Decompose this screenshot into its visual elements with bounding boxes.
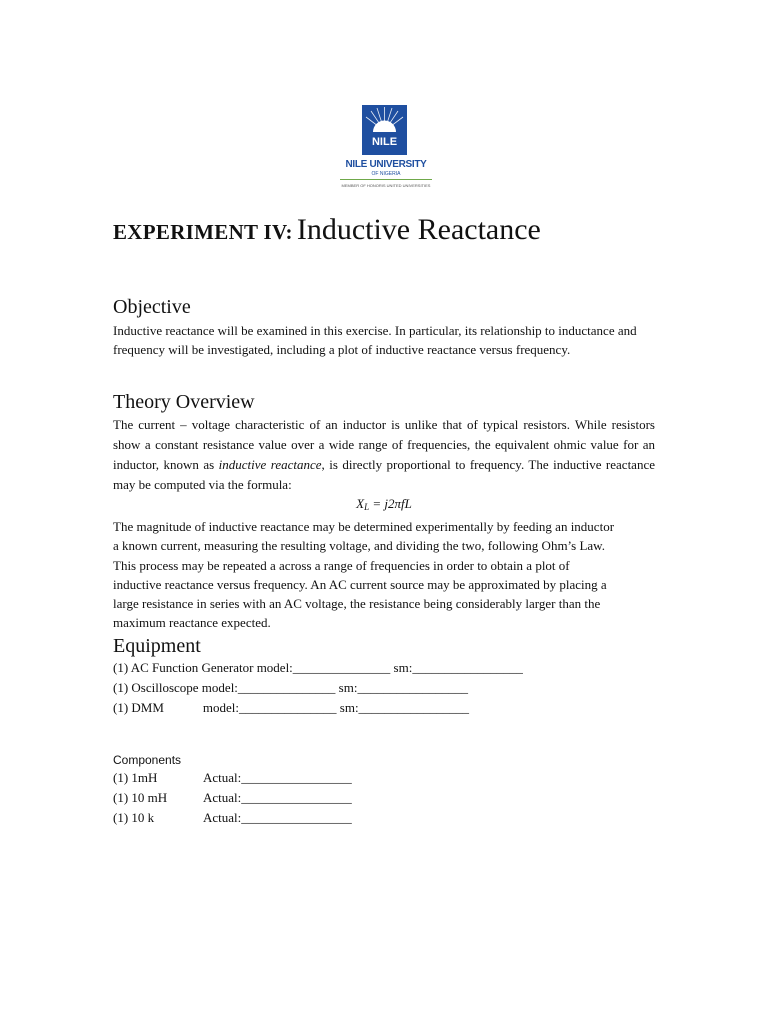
component-actual: Actual:_________________	[203, 810, 352, 825]
formula-x: X	[356, 496, 365, 511]
theory-p2-line: inductive reactance versus frequency. An AC current source may be approximated by placing a	[113, 576, 607, 592]
university-logo	[306, 97, 466, 207]
objective-heading: Objective	[113, 296, 191, 318]
theory-paragraph-1	[113, 415, 655, 495]
logo-badge	[362, 105, 407, 155]
reactance-formula	[0, 496, 768, 512]
equipment-item: (1) AC Function Generator model:_______________ sm:_________________	[113, 660, 523, 675]
logo-university-name: NILE UNIVERSITY	[345, 159, 427, 170]
theory-p2-line: The magnitude of inductive reactance may be determined experimentally by feeding an inductor	[113, 519, 615, 534]
formula-rest: = j2πfL	[369, 496, 412, 511]
theory-p1-start: The current – voltage characteristic of an inductor is unlike that of typical resistors. While resistors show a constant resistance value over a wide range of frequencies, the equivalent ohmic value for an inductor, known as	[113, 417, 655, 472]
equipment-heading: Equipment	[113, 635, 201, 657]
logo-divider	[340, 179, 432, 180]
component-row	[113, 770, 352, 786]
theory-p1-emphasis: inductive reactance	[218, 457, 322, 472]
component-actual: Actual:_________________	[203, 790, 352, 805]
objective-body: Inductive reactance will be examined in this exercise. In particular, its relationship to inductance and frequency will be investigated, including a plot of inductive reactance versus frequency.	[113, 323, 637, 357]
equipment-item: (1) Oscilloscope model:_______________ sm:_________________	[113, 680, 468, 695]
theory-p2-line: maximum reactance expected.	[113, 615, 271, 631]
page-title	[113, 213, 541, 247]
equipment-item: (1) DMM model:_______________ sm:_________________	[113, 700, 470, 715]
logo-subtitle: OF NIGERIA	[371, 171, 401, 177]
formula-subscript: L	[364, 502, 370, 512]
logo-badge-text: NILE	[371, 136, 398, 148]
title-main: Inductive Reactance	[296, 213, 541, 246]
logo-tagline: MEMBER OF HONORIS UNITED UNIVERSITIES	[341, 183, 431, 188]
component-label: (1) 10 k	[113, 810, 155, 825]
components-heading: Components	[113, 753, 182, 767]
component-label: (1) 10 mH	[113, 790, 168, 805]
theory-p2-line: a known current, measuring the resulting voltage, and dividing the two, following Ohm’s Law.	[113, 538, 605, 554]
theory-heading: Theory Overview	[113, 391, 255, 413]
component-actual: Actual:_________________	[203, 770, 352, 785]
sunburst-icon	[362, 105, 407, 155]
theory-p1-end: , is directly proportional to frequency. The inductive reactance may be computed via the formula:	[113, 457, 655, 492]
theory-paragraph-2	[113, 517, 614, 633]
theory-p2-line: This process may be repeated a across a range of frequencies in order to obtain a plot of	[113, 557, 570, 573]
component-row	[113, 810, 352, 826]
component-row	[113, 790, 352, 806]
title-prefix: EXPERIMENT IV:	[113, 220, 293, 244]
component-label: (1) 1mH	[113, 770, 158, 785]
theory-p2-line: large resistance in series with an AC voltage, the resistance being considerably larger than the	[113, 596, 601, 612]
